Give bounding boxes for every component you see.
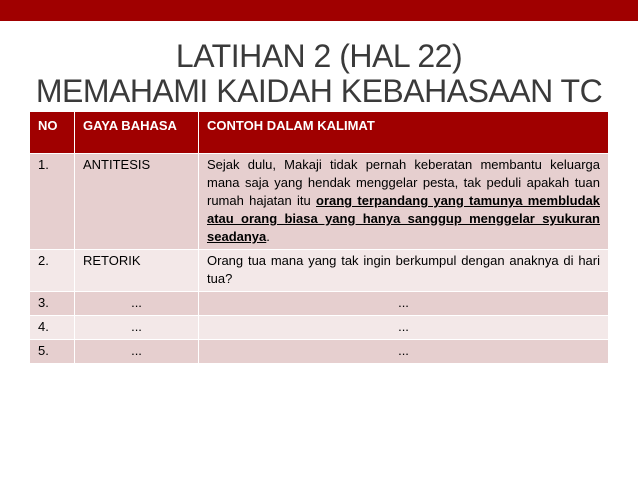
contoh-end: . [266, 229, 270, 244]
slide-title-line-2: MEMAHAMI KAIDAH KEBAHASAAN TC [35, 73, 603, 109]
row-contoh: ... [199, 292, 609, 316]
header-gaya-bahasa: GAYA BAHASA [75, 112, 199, 154]
row-number: 1. [30, 154, 75, 250]
row-number: 5. [30, 340, 75, 364]
table-header-row [30, 112, 609, 154]
row-gaya-bahasa: ... [75, 340, 199, 364]
row-number: 3. [30, 292, 75, 316]
contoh-text: Sejak dulu, Makaji tidak pernah keberatan membantu keluarga mana saja yang hendak menggelar pesta, tak peduli apakah tuan rumah hajatan itu [207, 157, 600, 208]
slide-title-line-1: LATIHAN 2 (HAL 22) [175, 38, 463, 74]
header-no: NO [30, 112, 75, 154]
row-number: 4. [30, 316, 75, 340]
row-contoh [199, 154, 609, 250]
header-contoh: CONTOH DALAM KALIMAT [199, 112, 609, 154]
row-contoh: Orang tua mana yang tak ingin berkumpul dengan anaknya di hari tua? [199, 250, 609, 292]
row-gaya-bahasa: ANTITESIS [75, 154, 199, 250]
slide-title [0, 39, 638, 109]
row-contoh: ... [199, 340, 609, 364]
top-accent-bar [0, 0, 638, 21]
table-row [30, 250, 609, 292]
row-number: 2. [30, 250, 75, 292]
top-accent-divider [0, 21, 638, 25]
row-gaya-bahasa: ... [75, 292, 199, 316]
table-row [30, 340, 609, 364]
table-row [30, 316, 609, 340]
row-gaya-bahasa: ... [75, 316, 199, 340]
table-row [30, 292, 609, 316]
table-row [30, 154, 609, 250]
contoh-emphasis: orang terpandang yang tamunya membludak atau orang biasa yang hanya sanggup menggelar syukuran seadanya [207, 193, 600, 244]
gaya-bahasa-table [29, 111, 609, 364]
row-gaya-bahasa: RETORIK [75, 250, 199, 292]
row-contoh: ... [199, 316, 609, 340]
